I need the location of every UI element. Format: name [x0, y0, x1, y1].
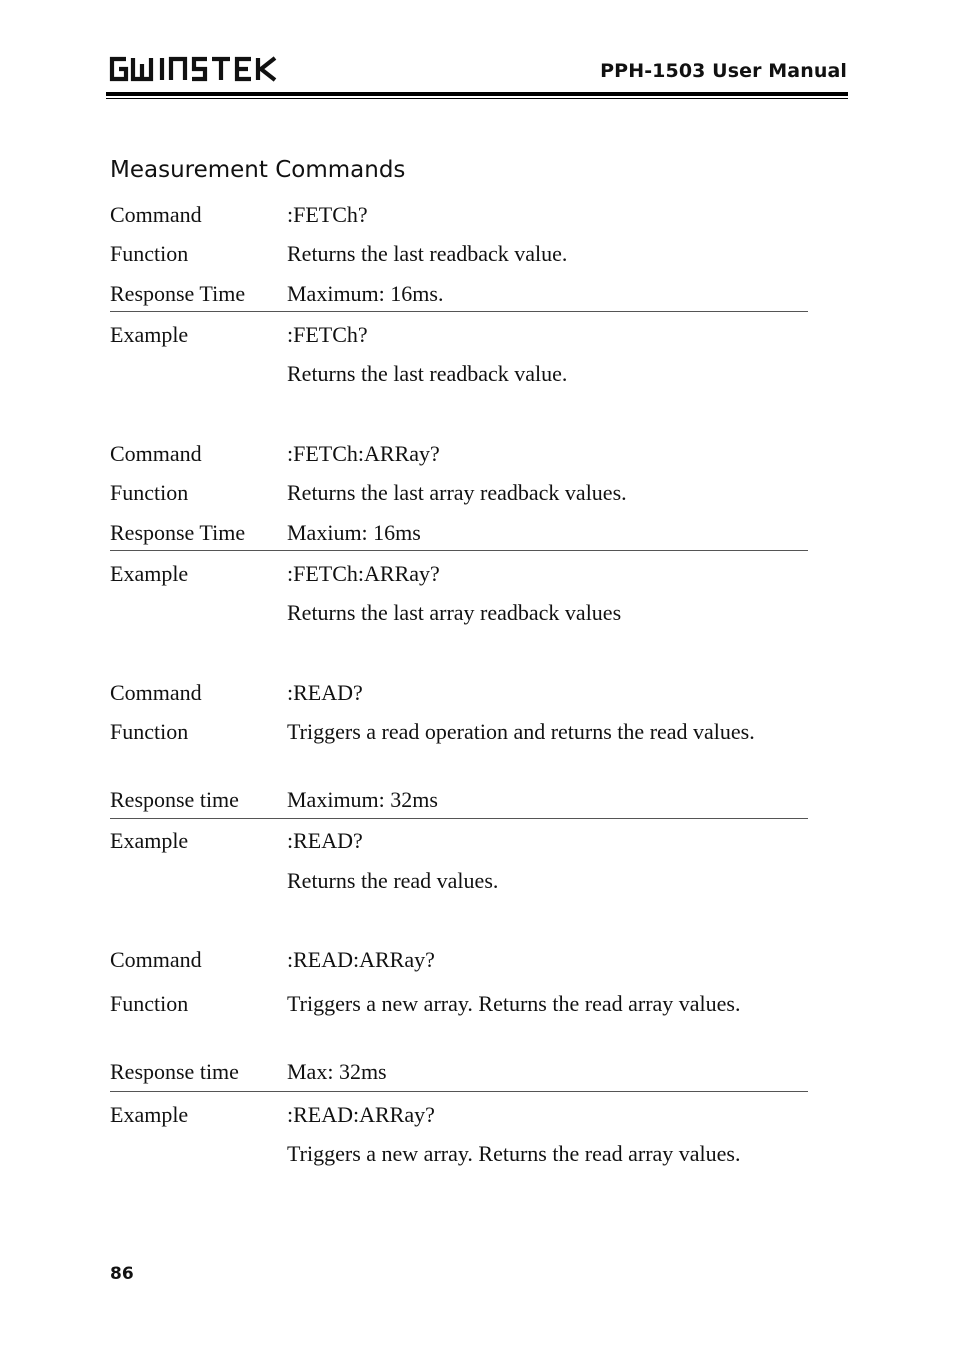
example-label: Example [110, 322, 189, 347]
example-value: :FETCh:ARRay? [287, 561, 440, 586]
function-label: Function [110, 719, 189, 744]
function-value: Triggers a new array. Returns the read array values. [287, 991, 741, 1016]
example-label: Example [110, 1102, 189, 1127]
page-number: 86 [110, 1264, 134, 1284]
divider [110, 818, 808, 819]
command-label: Command [110, 947, 202, 972]
response-value: Maximum: 16ms. [287, 281, 444, 306]
function-label: Function [110, 241, 189, 266]
response-label: Response Time [110, 520, 246, 545]
manual-title: PPH-1503 User Manual [600, 60, 847, 82]
response-label: Response time [110, 1059, 239, 1084]
brand-logo [108, 54, 280, 84]
function-value: Triggers a read operation and returns the read values. [287, 719, 755, 744]
example-label: Example [110, 561, 189, 586]
divider [110, 311, 808, 312]
example-description: Returns the read values. [287, 868, 499, 893]
response-label: Response Time [110, 281, 246, 306]
function-label: Function [110, 480, 189, 505]
command-label: Command [110, 680, 202, 705]
divider [110, 550, 808, 551]
response-value: Maxium: 16ms [287, 520, 421, 545]
example-label: Example [110, 828, 189, 853]
command-label: Command [110, 202, 202, 227]
response-value: Max: 32ms [287, 1059, 387, 1084]
function-label: Function [110, 991, 189, 1016]
function-value: Returns the last readback value. [287, 241, 568, 266]
example-description: Returns the last array readback values [287, 600, 622, 625]
example-description: Returns the last readback value. [287, 361, 568, 386]
command-value: :FETCh:ARRay? [287, 441, 440, 466]
function-value: Returns the last array readback values. [287, 480, 627, 505]
example-description: Triggers a new array. Returns the read array values. [287, 1141, 741, 1166]
example-value: :READ? [287, 828, 363, 853]
example-value: :FETCh? [287, 322, 368, 347]
response-label: Response time [110, 787, 239, 812]
response-value: Maximum: 32ms [287, 787, 438, 812]
example-value: :READ:ARRay? [287, 1102, 435, 1127]
command-value: :READ:ARRay? [287, 947, 435, 972]
section-title: Measurement Commands [110, 157, 406, 183]
divider [110, 1091, 808, 1092]
command-label: Command [110, 441, 202, 466]
command-value: :READ? [287, 680, 363, 705]
command-value: :FETCh? [287, 202, 368, 227]
header-rule-thin [106, 98, 848, 99]
header-rule [106, 92, 848, 96]
